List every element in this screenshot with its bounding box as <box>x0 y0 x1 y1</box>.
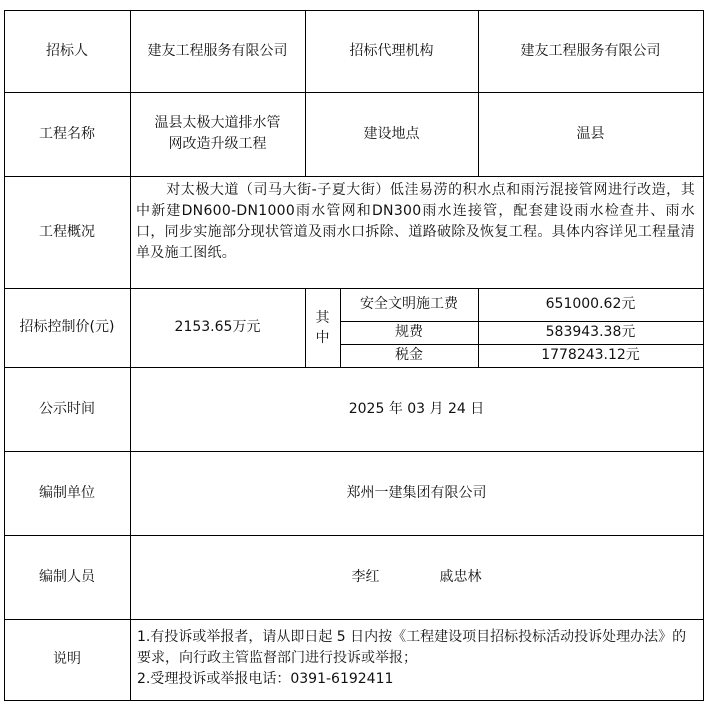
notes-value <box>130 619 703 700</box>
compiler-name-2: 戚忠林 <box>439 568 482 585</box>
compilers-label: 编制人员 <box>39 568 95 585</box>
location-label: 建设地点 <box>363 125 420 142</box>
notes-label: 说明 <box>53 651 81 667</box>
note-complaint-procedure: 1.有投诉或举报者，请从即日起 5 日内按《工程建设项目招标投标活动投诉处理办法》的要求，向行政主管监督部门进行投诉或举报； <box>137 629 687 666</box>
fee-label-statutory: 规费 <box>395 324 423 340</box>
publicity-time-value: 2025 年 03 月 24 日 <box>348 400 485 417</box>
overview-label: 工程概况 <box>39 223 95 240</box>
fee-label-tax: 税金 <box>395 347 423 363</box>
compiler-unit-value: 郑州一建集团有限公司 <box>346 484 487 501</box>
overview-value <box>130 176 703 288</box>
tenderer-value: 建友工程服务有限公司 <box>147 42 288 59</box>
compiler-unit-label: 编制单位 <box>39 484 95 501</box>
including-label <box>305 288 340 367</box>
tenderer-label: 招标人 <box>46 42 88 59</box>
publicity-time-label: 公示时间 <box>39 400 95 417</box>
project-name-value: 温县太极大道排水管网改造升级工程 <box>154 115 281 152</box>
table-border-right <box>703 10 704 701</box>
overview-text: 对太极大道（司马大街-子夏大街）低洼易涝的积水点和雨污混接管网进行改造，其中新建DN600-DN1000雨水管网和DN300雨水连接管，配套建设雨水检查井、雨水口，同步实施部分现状管道及雨水口拆除、道路破除及恢复工程。具体内容详见工程量清单及施工图纸。 <box>136 182 695 261</box>
control-price-value: 2153.65万元 <box>174 319 261 335</box>
note-hotline: 2.受理投诉或举报电话：0391-6192411 <box>137 671 394 687</box>
compiler-name-1: 李红 <box>351 568 380 585</box>
project-name-label: 工程名称 <box>39 125 95 142</box>
fee-label-safety: 安全文明施工费 <box>360 296 458 312</box>
location-value: 温县 <box>576 125 605 142</box>
compilers-value <box>130 535 703 619</box>
fee-value-safety: 651000.62元 <box>545 296 636 312</box>
agency-value: 建友工程服务有限公司 <box>520 42 661 59</box>
control-price-label: 招标控制价(元) <box>19 319 115 335</box>
including-char-1: 其 <box>315 309 330 326</box>
fee-value-tax: 1778243.12元 <box>541 347 640 363</box>
including-char-2: 中 <box>315 329 330 346</box>
agency-label: 招标代理机构 <box>349 42 434 59</box>
table-border-bottom <box>4 700 704 701</box>
fee-value-statutory: 583943.38元 <box>545 324 636 340</box>
